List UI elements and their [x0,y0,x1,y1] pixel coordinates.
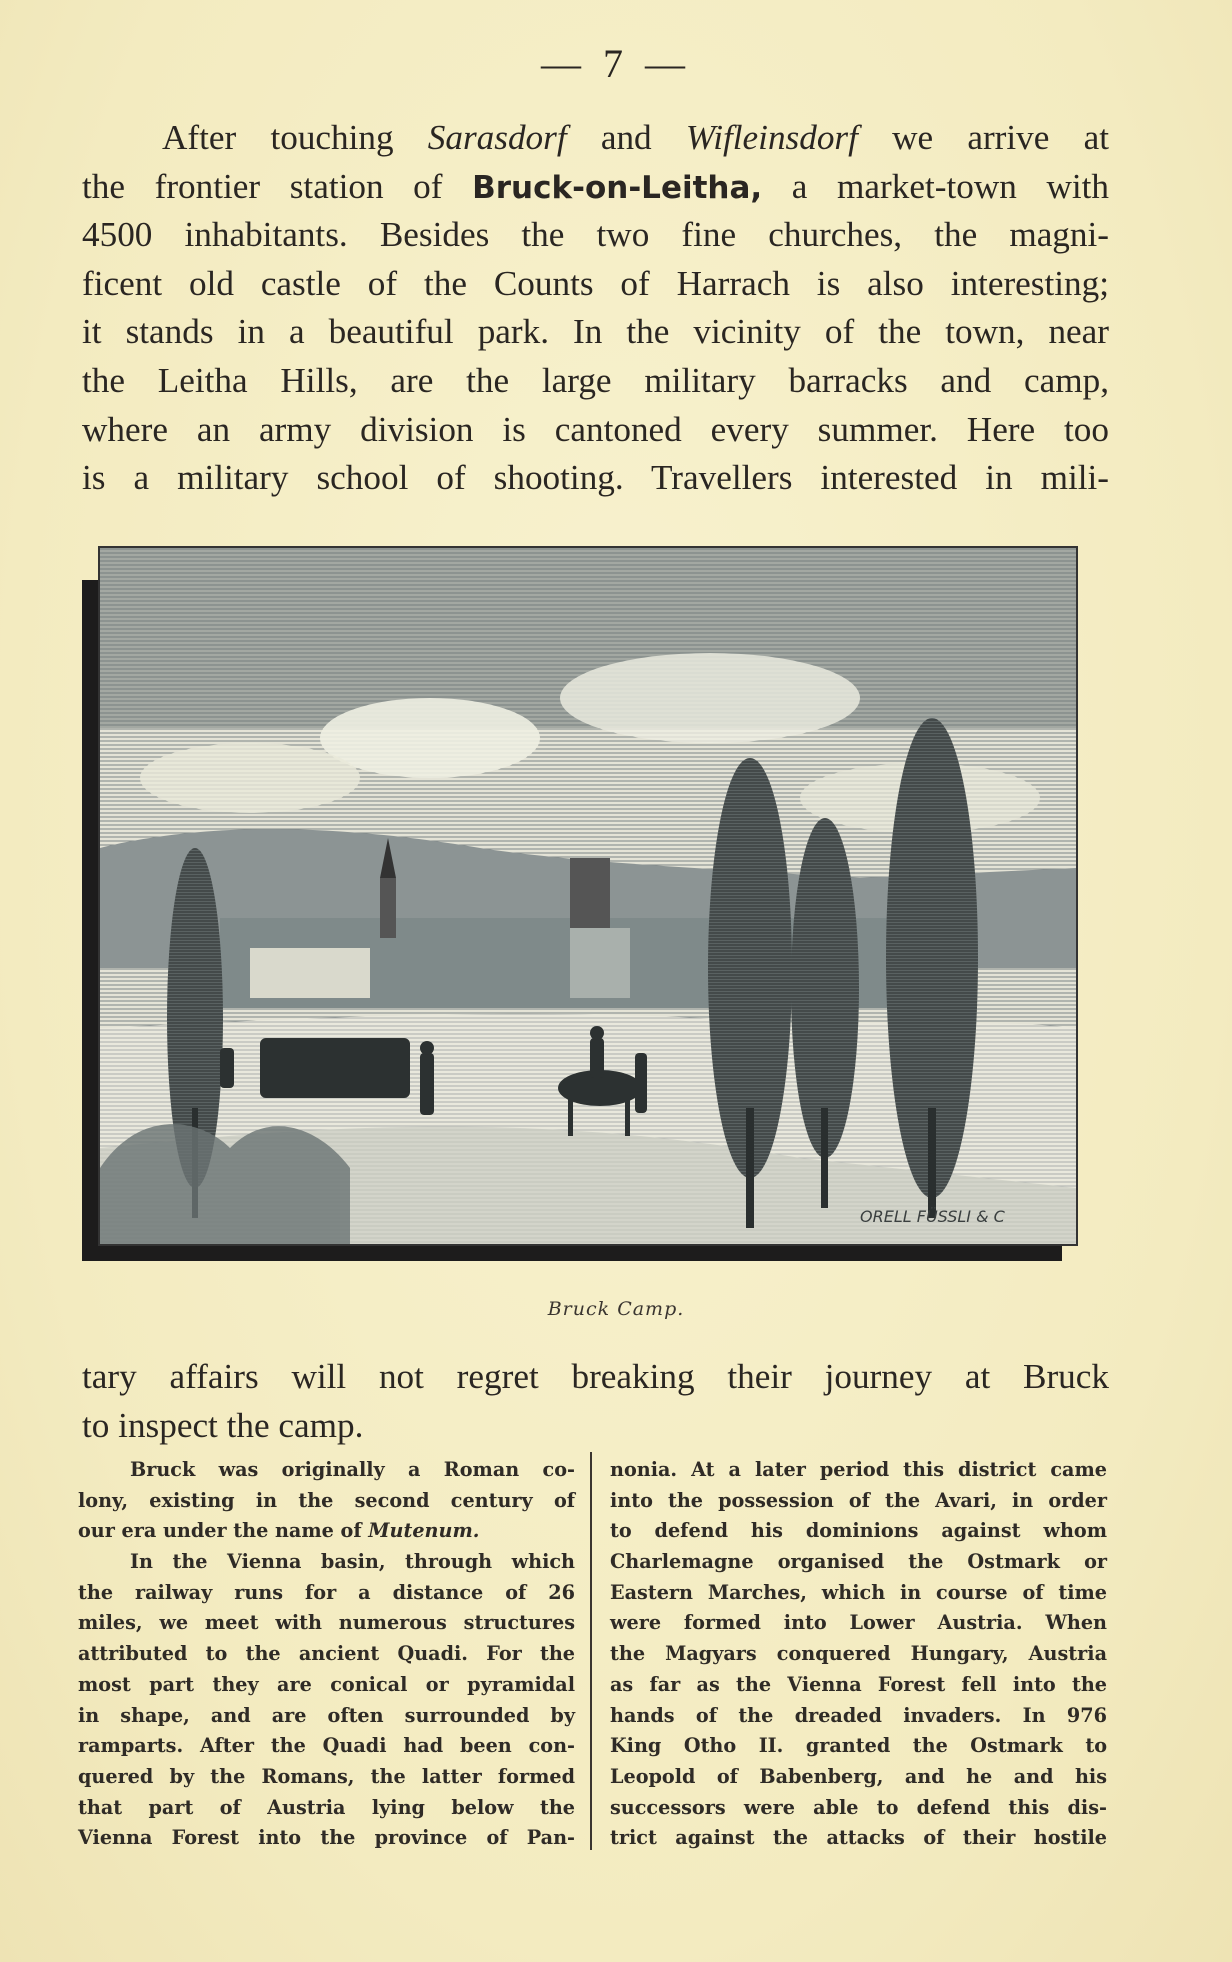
column-line: Leopold of Babenberg, and he and his [610,1764,1107,1788]
text-line: ficent old castle of the Counts of Harrach is also interesting; [82,263,1109,303]
engraving-shadow-bottom [82,1246,1062,1261]
engraver-signature: ORELL FÜSSLI & C [860,1207,1005,1226]
poplar-tree [791,818,859,1158]
column-line: that part of Austria lying below the [78,1795,575,1819]
footnote-column-right [610,1455,1107,1854]
column-line: the Magyars conquered Hungary, Austria [610,1642,1107,1666]
figure-caption: Bruck Camp. [547,1298,685,1320]
column-line: nonia. At a later period this district came [610,1458,1107,1481]
column-line: Charlemagne organised the Ostmark or [610,1550,1107,1574]
column-line: trict against the attacks of their hostile [610,1826,1107,1850]
column-line: hands of the dreaded invaders. In 976 [610,1703,1107,1727]
column-line: Eastern Marches, which in course of time [610,1580,1107,1604]
column-line: ramparts. After the Quadi had been con- [78,1734,575,1758]
text-line: where an army division is cantoned every summer. Here too [82,409,1109,449]
column-line: Bruck was originally a Roman co- [130,1458,575,1481]
page-number: — 7 — [541,41,691,86]
column-line: the railway runs for a distance of 26 [78,1580,575,1604]
text-line: 4500 inhabitants. Besides the two fine churches, the magni- [82,215,1109,255]
column-line: In the Vienna basin, through which [130,1550,575,1574]
column-line: to defend his dominions against whom [610,1519,1107,1543]
column-line: successors were able to defend this dis- [610,1795,1107,1819]
text-line: tary affairs will not regret breaking their journey at Bruck [82,1357,1109,1396]
text-line: the Leitha Hills, are the large military barracks and camp, [82,360,1109,400]
column-line: Vienna Forest into the province of Pan- [78,1826,575,1850]
column-line: most part they are conical or pyramidal [78,1672,575,1696]
column-line: into the possession of the Avari, in order [610,1488,1107,1512]
column-line: in shape, and are often surrounded by [78,1703,575,1727]
column-line: miles, we meet with numerous structures [78,1611,575,1635]
engraving-shadow [82,580,98,1258]
text-line: After touching Sarasdorf and Wifleinsdorf we arrive at [162,118,1109,157]
text-line: is a military school of shooting. Travellers interested in mili- [82,458,1109,498]
footnote-column-left [78,1455,575,1854]
text-line: the frontier station of Bruck-on-Leitha, a market-town with [82,166,1109,206]
column-line: quered by the Romans, the latter formed [78,1764,575,1788]
text-line: to inspect the camp. [82,1405,364,1445]
column-line: as far as the Vienna Forest fell into the [610,1672,1107,1696]
column-divider [590,1452,592,1850]
place-name-mutenum: Mutenum. [368,1519,480,1543]
engraving-figure [82,546,1094,1266]
main-paragraph-2 [82,1353,1109,1450]
column-line: lony, existing in the second century of [78,1488,575,1512]
column-line: King Otho II. granted the Ostmark to [610,1734,1107,1758]
bruck-camp-engraving [98,546,1078,1246]
place-name-bruck: Bruck-on-Leitha, [472,169,763,206]
column-line: our era under the name of Mutenum. [78,1519,480,1543]
column-line: were formed into Lower Austria. When [610,1611,1107,1635]
main-paragraph-1 [82,114,1109,503]
text-line: it stands in a beautiful park. In the vicinity of the town, near [82,312,1109,352]
column-line: attributed to the ancient Quadi. For the [78,1642,575,1666]
